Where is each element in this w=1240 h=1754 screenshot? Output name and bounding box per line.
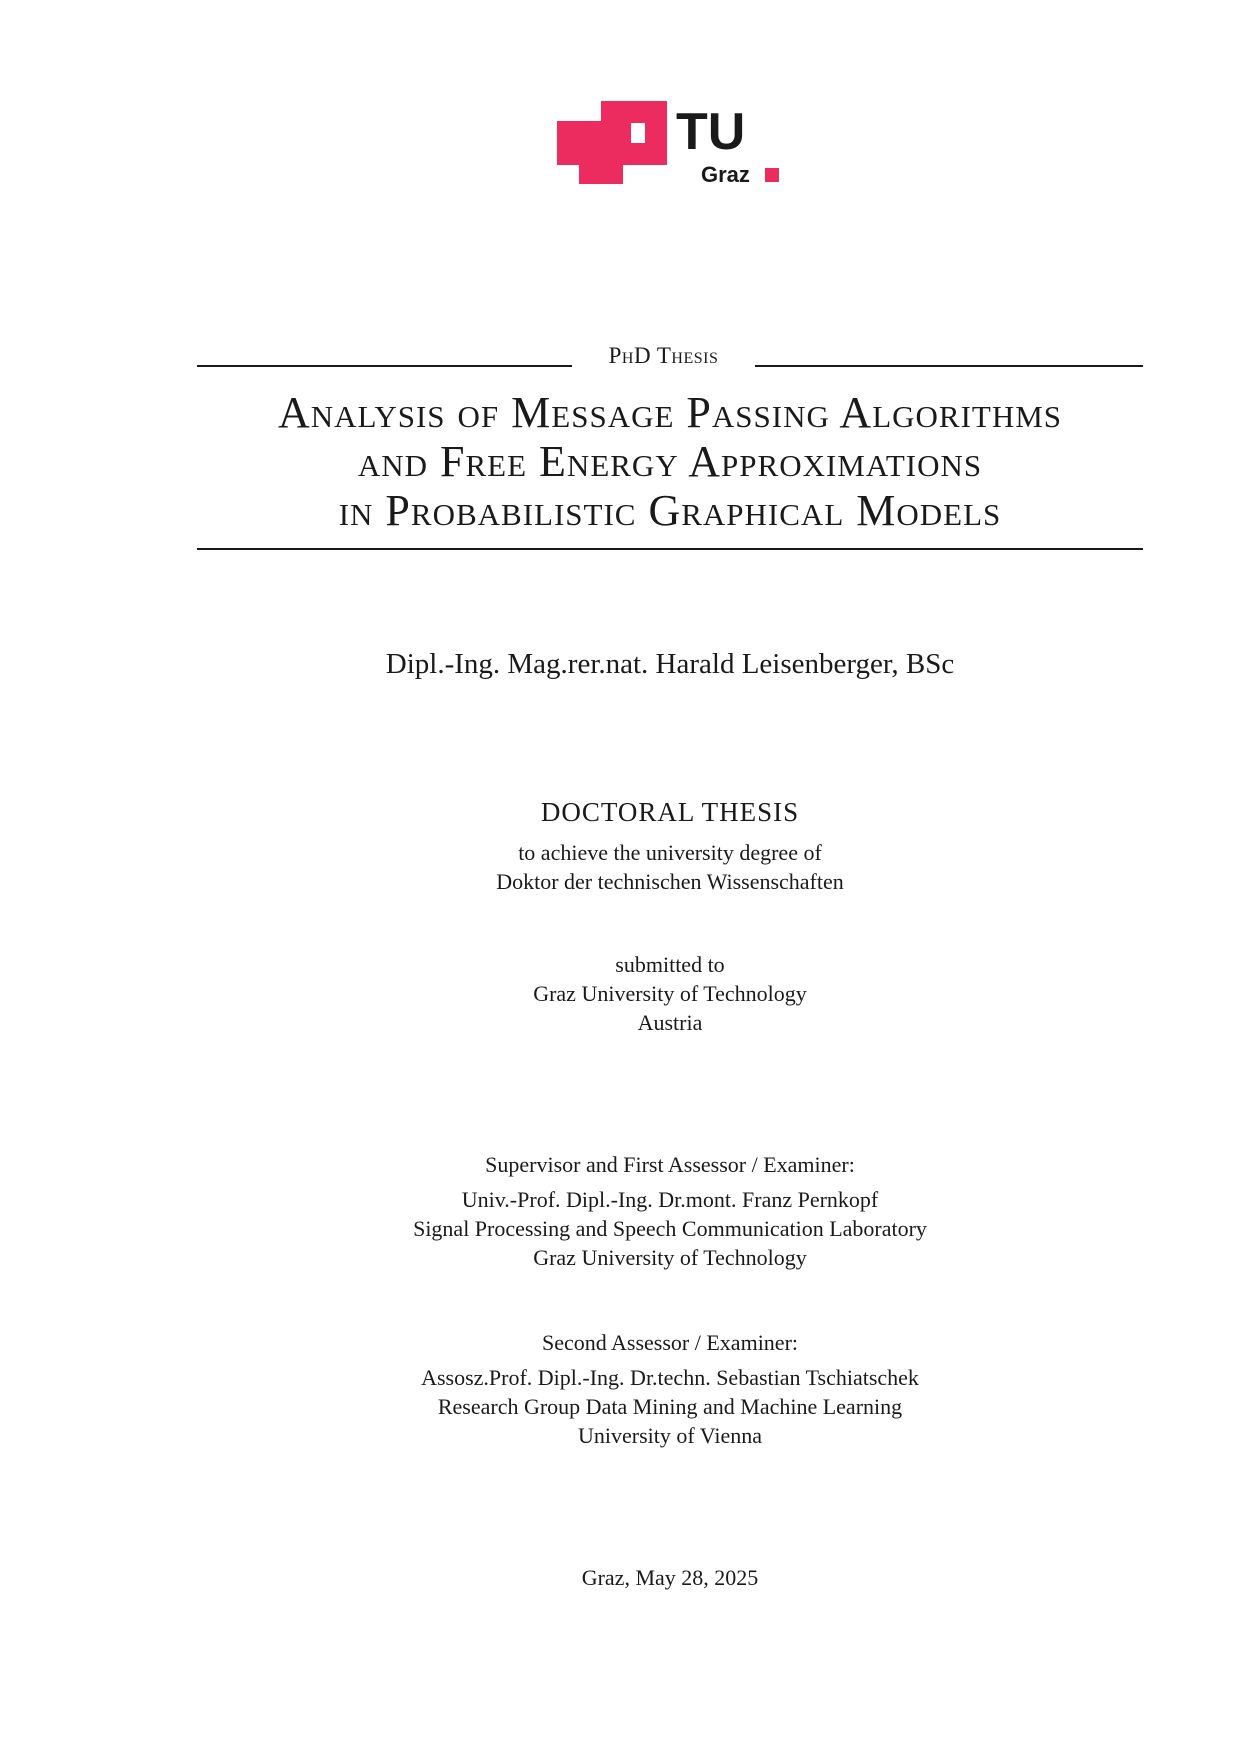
tu-graz-logo bbox=[557, 101, 787, 185]
supervisor-line: Graz University of Technology bbox=[533, 1245, 807, 1270]
logo-block bbox=[601, 101, 623, 143]
second-assessor-heading: Second Assessor / Examiner: bbox=[541, 1330, 799, 1355]
title-rule-bottom bbox=[197, 548, 1143, 550]
logo-block bbox=[623, 123, 631, 143]
title-line: in Probabilistic Graphical Models bbox=[338, 486, 1002, 535]
logo-text-tu: TU bbox=[676, 103, 746, 161]
header-rule-right bbox=[755, 365, 1143, 367]
submission-line: Austria bbox=[637, 1010, 703, 1035]
second-assessor-line: Research Group Data Mining and Machine Learning bbox=[437, 1394, 903, 1419]
second-assessor-details bbox=[170, 1363, 1170, 1450]
submission-statement bbox=[170, 950, 1170, 1037]
logo-blocks bbox=[557, 101, 667, 184]
thesis-type-label: PhD Thesis bbox=[608, 343, 719, 368]
second-assessor-line: University of Vienna bbox=[577, 1423, 762, 1448]
degree-line: to achieve the university degree of bbox=[518, 840, 822, 865]
logo-block bbox=[579, 165, 623, 184]
supervisor-heading: Supervisor and First Assessor / Examiner: bbox=[485, 1152, 855, 1177]
supervisor-details bbox=[170, 1185, 1170, 1272]
author-name: Dipl.-Ing. Mag.rer.nat. Harald Leisenberger, BSc bbox=[385, 648, 955, 680]
logo-block bbox=[579, 143, 601, 165]
logo-block bbox=[645, 123, 667, 165]
place-date: Graz, May 28, 2025 bbox=[581, 1565, 759, 1590]
logo-block bbox=[623, 101, 667, 123]
logo-block bbox=[601, 143, 623, 165]
second-assessor-line: Assosz.Prof. Dipl.-Ing. Dr.techn. Sebastian Tschiatschek bbox=[421, 1365, 919, 1390]
title-line: and Free Energy Approximations bbox=[357, 437, 983, 486]
logo-block bbox=[557, 121, 579, 165]
submission-line: submitted to bbox=[615, 952, 725, 977]
thesis-type-header bbox=[197, 343, 1143, 373]
supervisor-line: Signal Processing and Speech Communication Laboratory bbox=[413, 1216, 927, 1241]
supervisor-line: Univ.-Prof. Dipl.-Ing. Dr.mont. Franz Pernkopf bbox=[461, 1187, 879, 1212]
degree-line: Doktor der technischen Wissenschaften bbox=[496, 869, 844, 894]
title-line: Analysis of Message Passing Algorithms bbox=[277, 388, 1063, 437]
logo-block bbox=[579, 121, 601, 143]
thesis-title bbox=[180, 388, 1160, 535]
doctoral-heading: DOCTORAL THESIS bbox=[540, 797, 800, 827]
logo-block bbox=[623, 143, 645, 165]
degree-statement bbox=[170, 838, 1170, 896]
header-rule-left bbox=[197, 365, 572, 367]
submission-line: Graz University of Technology bbox=[533, 981, 807, 1006]
logo-accent-square bbox=[765, 168, 779, 182]
logo-text-graz: Graz bbox=[701, 162, 750, 185]
